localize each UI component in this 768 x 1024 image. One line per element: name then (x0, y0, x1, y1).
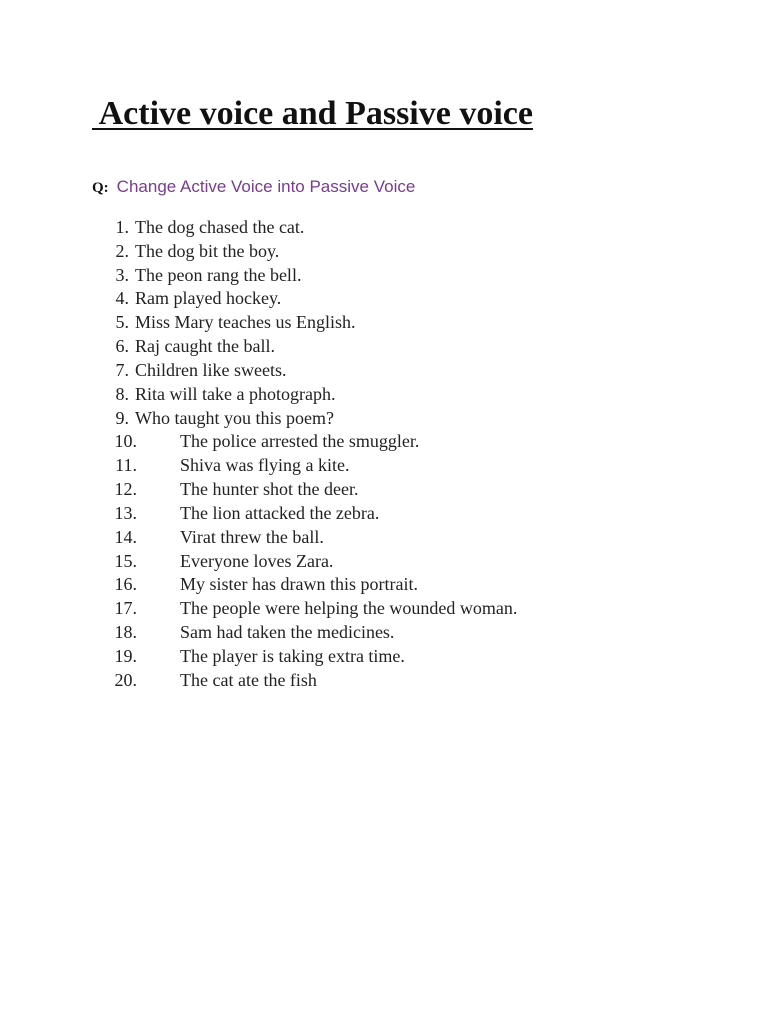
item-number: 18. (114, 622, 137, 643)
item-number: 6. (115, 336, 129, 357)
item-number: 19. (114, 645, 137, 666)
item-number: 7. (115, 359, 129, 380)
item-number: 5. (115, 312, 129, 333)
item-sentence: Who taught you this poem? (135, 407, 334, 428)
question-text: Change Active Voice into Passive Voice (116, 177, 416, 196)
item-sentence: Miss Mary teaches us English. (135, 312, 356, 333)
item-sentence: Virat threw the ball. (180, 526, 324, 547)
item-number: 20. (114, 669, 137, 690)
item-sentence: Everyone loves Zara. (180, 550, 334, 571)
item-number: 9. (115, 407, 129, 428)
item-sentence: The lion attacked the zebra. (180, 502, 380, 523)
item-number: 15. (114, 550, 137, 571)
question-label: Q: (92, 180, 109, 196)
item-sentence: Ram played hockey. (135, 288, 282, 309)
item-sentence: The dog bit the boy. (135, 240, 280, 261)
item-number: 10. (114, 431, 137, 452)
item-number: 11. (115, 455, 137, 476)
item-sentence: Shiva was flying a kite. (180, 455, 350, 476)
item-sentence: My sister has drawn this portrait. (180, 574, 418, 595)
item-sentence: The cat ate the fish (180, 669, 317, 690)
item-sentence: Rita will take a photograph. (135, 383, 336, 404)
item-number: 17. (114, 598, 137, 619)
item-number: 1. (115, 217, 129, 237)
item-sentence: The hunter shot the deer. (180, 479, 359, 500)
item-number: 12. (114, 479, 137, 500)
item-sentence: Sam had taken the medicines. (180, 622, 395, 643)
item-number: 13. (114, 502, 137, 523)
document-title: Active voice and Passive voice (92, 95, 533, 132)
item-number: 16. (114, 574, 137, 595)
question-line (92, 176, 415, 198)
item-sentence: The player is taking extra time. (180, 645, 405, 666)
item-number: 3. (115, 264, 129, 285)
item-sentence: The dog chased the cat. (135, 217, 305, 237)
item-number: 4. (115, 288, 129, 309)
item-sentence: Children like sweets. (135, 359, 287, 380)
item-sentence: The police arrested the smuggler. (180, 431, 420, 452)
item-number: 8. (115, 383, 129, 404)
item-number: 2. (115, 240, 129, 261)
item-sentence: The peon rang the bell. (135, 264, 302, 285)
item-sentence: Raj caught the ball. (135, 336, 275, 357)
item-number: 14. (114, 526, 137, 547)
item-sentence: The people were helping the wounded woman. (180, 598, 518, 619)
